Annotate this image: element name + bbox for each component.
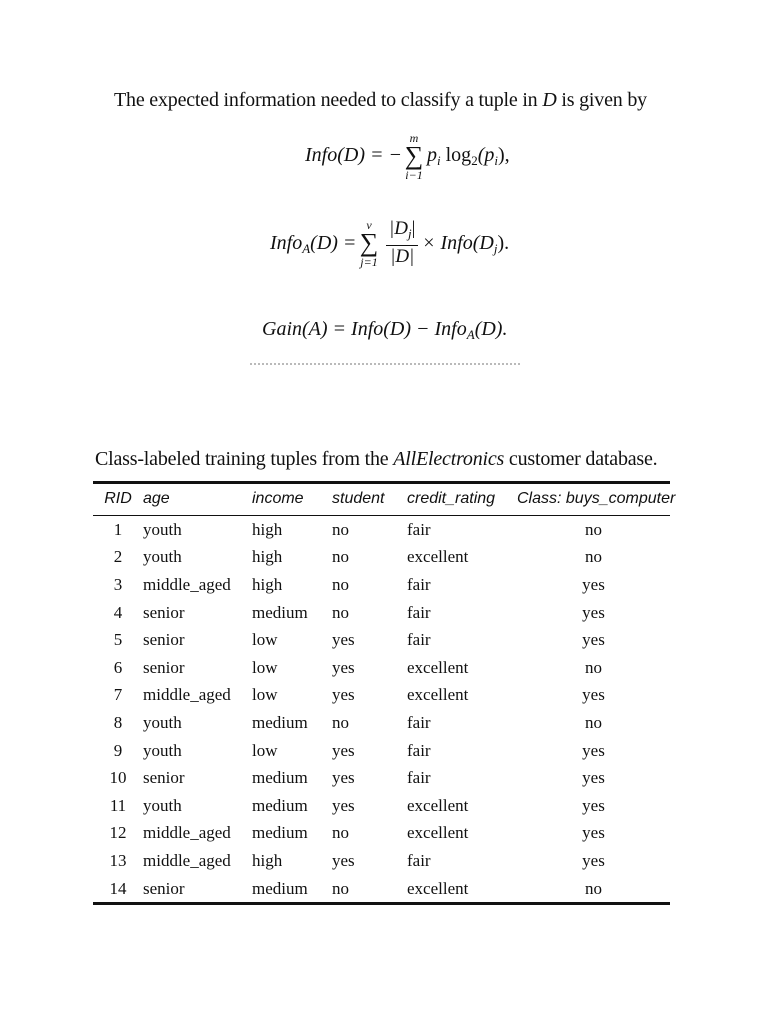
cell-credit-rating: fair [407,519,431,539]
table-row [93,875,670,904]
formula-info-a-tail: (D) = [310,232,357,254]
header-income: income [252,483,332,516]
cell-credit-rating: fair [407,712,431,732]
formula-info-a-rhs-close: ). [497,232,510,254]
formula-info-lhs: Info(D) = − [305,144,402,166]
cell-age: middle_aged [143,850,231,870]
cell-class: yes [582,602,605,622]
table-row [93,571,670,599]
cell-age: youth [143,547,182,567]
cell-class: yes [582,685,605,705]
table-row [93,654,670,682]
cell-student: yes [332,740,355,760]
table-caption [95,448,657,471]
formula-info-a-rhs-text: × Info(D [422,232,494,254]
cell-class: yes [582,574,605,594]
cell-student: yes [332,630,355,650]
fraction-numerator-sub: j [407,226,412,241]
formula-info-sum [403,133,425,181]
cell-credit-rating: excellent [407,685,469,705]
caption-italic: AllElectronics [393,448,505,470]
cell-income: low [252,740,278,760]
cell-income: medium [252,768,308,788]
cell-age: senior [143,875,252,904]
header-student: student [332,483,407,516]
table-row [93,737,670,765]
caption-after: customer database. [504,448,658,470]
formula-info-sum-top: m [409,131,419,145]
cell-student: no [332,823,349,843]
cell-student: no [332,602,349,622]
cell-rid: 10 [109,768,127,788]
cell-credit-rating: excellent [407,875,517,904]
cell-age: youth [143,712,182,732]
formula-gain-sub: A [466,327,475,342]
cell-class: yes [582,740,605,760]
formula-info-rhs [427,144,510,169]
cell-income: medium [252,875,332,904]
cell-student: no [332,712,349,732]
intro-sentence [114,89,647,112]
sigma-symbol: ∑ [404,141,424,170]
cell-student: yes [332,685,355,705]
cell-age: senior [143,657,185,677]
formula-info-sum-bottom: i−1 [405,168,423,182]
header-credit-rating: credit_rating [407,483,517,516]
cell-class: no [585,519,602,539]
cell-credit-rating: fair [407,602,431,622]
formula-info-log-base: 2 [471,153,478,168]
formula-gain-text: Gain(A) = Info(D) − Info [262,318,467,340]
formula-info-a-sum [356,220,382,268]
table-row [93,544,670,572]
formula-info-a-sum-bottom: j=1 [360,255,378,269]
formula-info-a-sub: A [302,241,311,256]
header-rid: RID [93,483,143,516]
cell-income: high [252,574,283,594]
cell-class: no [585,657,602,677]
cell-credit-rating: fair [407,740,431,760]
formula-gain-tail: (D). [474,318,508,340]
data-table [93,481,676,905]
cell-rid: 14 [93,875,143,904]
cell-class: yes [582,768,605,788]
cell-age: senior [143,768,185,788]
formula-info-log: log [440,144,472,166]
cell-rid: 5 [113,630,123,650]
cell-income: low [252,685,278,705]
cell-rid: 13 [109,850,127,870]
cell-credit-rating: excellent [407,657,469,677]
training-tuples-table [93,481,676,905]
table-row [93,764,670,792]
cell-class: no [585,547,602,567]
formula-info-arg: (p [477,144,495,166]
formula-info-a-rhs [422,232,509,257]
cell-student: no [332,519,349,539]
formula-info-a-name: Info [270,232,303,254]
cell-rid: 6 [113,657,123,677]
fraction-numerator-text: |D [389,218,408,239]
table-row [93,820,670,848]
table-row [93,682,670,710]
formula-info-p: p [427,144,437,166]
cell-credit-rating: excellent [407,823,469,843]
cell-class: yes [582,795,605,815]
table-row [93,847,670,875]
cell-age: middle_aged [143,823,231,843]
cell-class: yes [582,850,605,870]
formula-info-a-fraction [386,218,418,268]
formula-info-a-sum-top: v [366,218,372,232]
formula-gain [262,318,507,343]
intro-tail: is given by [561,89,647,111]
cell-rid: 8 [113,712,123,732]
cell-income: high [252,850,283,870]
header-age: age [143,483,252,516]
cell-student: yes [332,850,355,870]
cell-student: no [332,875,407,904]
cell-age: youth [143,519,182,539]
cell-credit-rating: fair [407,630,431,650]
table-header-row [93,483,670,516]
cell-credit-rating: excellent [407,547,469,567]
table-row [93,599,670,627]
cell-age: youth [143,740,182,760]
cell-student: yes [332,768,355,788]
cell-age: middle_aged [143,685,231,705]
cell-student: no [332,547,349,567]
cell-income: low [252,630,278,650]
cell-student: yes [332,657,355,677]
cell-age: youth [143,795,182,815]
cell-rid: 12 [109,823,127,843]
cell-income: low [252,657,278,677]
cell-income: medium [252,602,308,622]
sigma-symbol: ∑ [359,228,379,257]
cell-rid: 4 [113,602,123,622]
fraction-denominator: |D| [390,246,415,267]
cell-class: no [585,712,602,732]
cell-rid: 9 [113,740,123,760]
cell-credit-rating: excellent [407,795,469,815]
clipped-text-remnant [250,363,520,368]
table-row [93,516,670,544]
caption-before: Class-labeled training tuples from the [95,448,394,470]
fraction-numerator [386,218,418,246]
cell-age: senior [143,602,185,622]
cell-credit-rating: fair [407,768,431,788]
cell-rid: 11 [109,795,127,815]
formula-info-close: ), [497,144,510,166]
cell-class: yes [582,630,605,650]
intro-text: The expected information needed to classify a tuple in [114,89,538,111]
table-row [93,626,670,654]
header-class: Class: buys_computer [517,483,670,516]
fraction-numerator-close: | [411,218,416,239]
cell-class: yes [582,823,605,843]
formula-info-a-rhs-sub: j [493,241,498,256]
cell-income: medium [252,823,308,843]
cell-credit-rating: fair [407,850,431,870]
cell-rid: 3 [113,574,123,594]
formula-info-p-sub: i [437,153,441,168]
formula-info-arg-sub: i [494,153,498,168]
intro-variable: D [542,89,557,111]
cell-student: no [332,574,349,594]
cell-income: high [252,547,283,567]
table-row [93,709,670,737]
cell-class: no [517,875,670,904]
cell-rid: 2 [113,547,123,567]
cell-income: high [252,519,283,539]
cell-age: senior [143,630,185,650]
table-row [93,792,670,820]
cell-age: middle_aged [143,574,231,594]
cell-credit-rating: fair [407,574,431,594]
cell-income: medium [252,795,308,815]
cell-rid: 7 [113,685,123,705]
cell-rid: 1 [113,519,123,539]
cell-income: medium [252,712,308,732]
formula-info-a-lhs [270,232,356,257]
cell-student: yes [332,795,355,815]
